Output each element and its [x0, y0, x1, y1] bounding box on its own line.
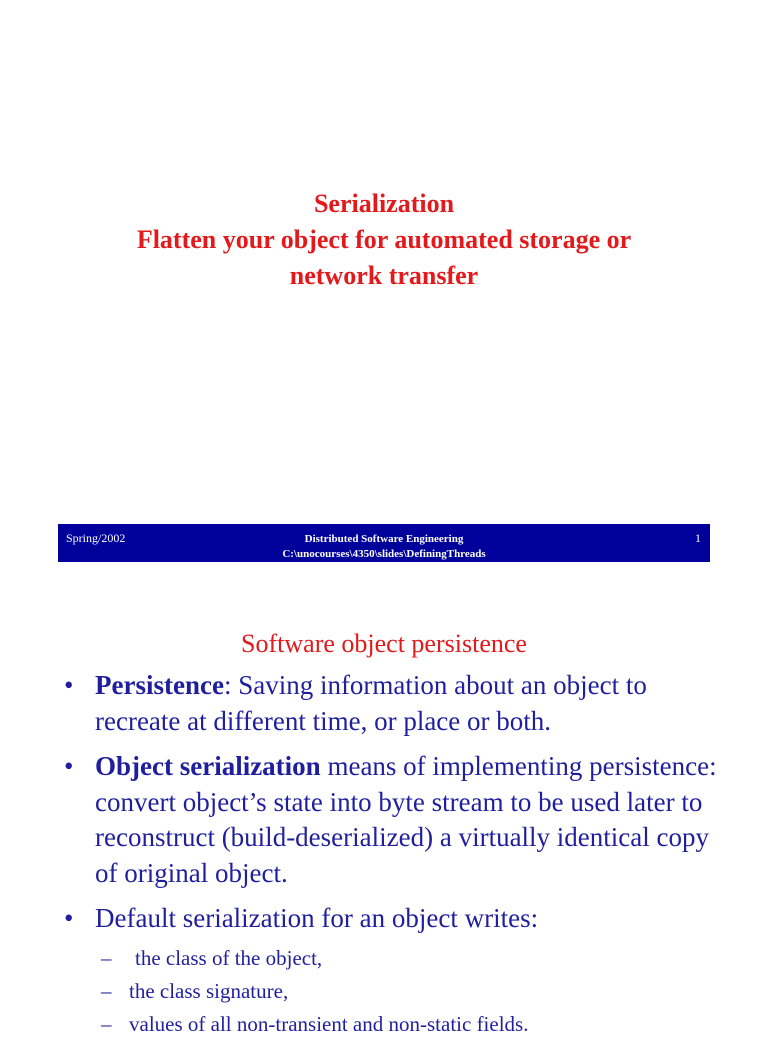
bullet-marker: •	[64, 751, 74, 781]
slide-heading: Software object persistence	[241, 629, 527, 658]
footer-date: Spring/2002	[66, 531, 126, 545]
bullet-item	[58, 668, 738, 739]
title-line: Flatten your object for automated storage or	[136, 225, 632, 254]
content-slide	[0, 600, 768, 1036]
bullet-text: : Saving information about an object to recreate at different time, or place or both.	[95, 670, 647, 736]
slide-footer	[58, 524, 710, 562]
bullet-item	[58, 749, 738, 891]
bullet-marker: •	[64, 903, 74, 933]
sub-bullet-text: the class signature,	[129, 978, 289, 1003]
dash-marker: –	[101, 945, 112, 970]
bullet-item	[58, 901, 738, 1041]
bullet-text: means of implementing persistence: convert object’s state into byte stream to be used later to reconstruct (build-deserialized) a virtually identical copy of original object.	[95, 751, 717, 888]
sub-bullet-text: the class of the object,	[135, 945, 323, 970]
bullet-marker: •	[64, 670, 74, 700]
bullet-text: Default serialization for an object writes:	[95, 903, 539, 933]
footer-course-title: Distributed Software Engineering	[304, 533, 464, 545]
bullet-term: Object serialization	[95, 751, 321, 781]
bullet-list	[58, 668, 738, 1051]
footer-page-number: 1	[695, 531, 701, 545]
dash-marker: –	[101, 1011, 112, 1036]
bullet-term: Persistence	[95, 670, 224, 700]
slide-title	[0, 186, 768, 294]
sub-bullet-item	[95, 975, 738, 1008]
sub-bullet-item	[95, 942, 738, 975]
footer-course	[58, 532, 710, 562]
sub-bullet-text: values of all non-transient and non-static fields.	[129, 1011, 529, 1036]
footer-file-path: C:\unocourses\4350\slides\DefiningThreads	[282, 548, 486, 560]
title-line: network transfer	[289, 261, 479, 290]
dash-marker: –	[101, 978, 112, 1003]
title-line: Serialization	[313, 189, 455, 218]
sub-bullet-item	[95, 1008, 738, 1041]
sub-bullet-list	[95, 942, 738, 1041]
